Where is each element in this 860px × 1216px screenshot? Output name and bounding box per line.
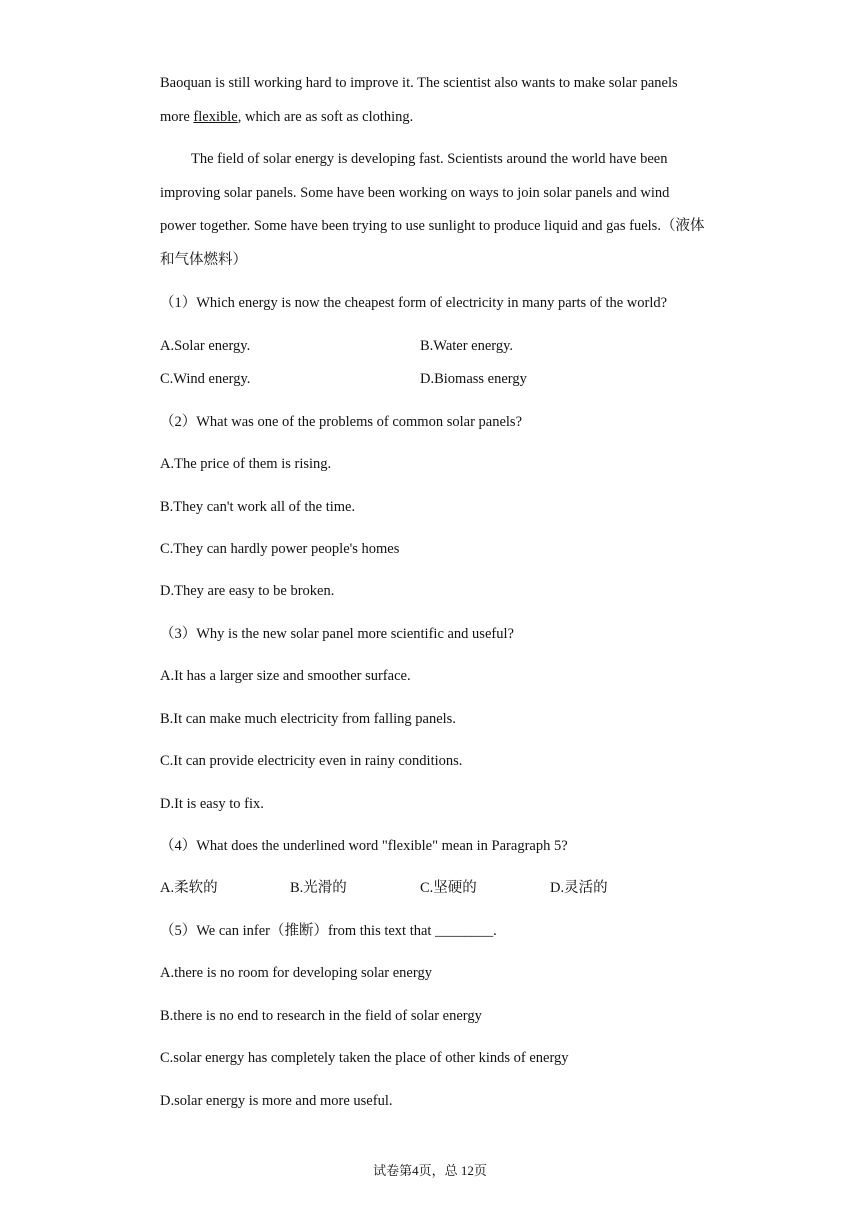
passage-line: power together. Some have been trying to use sunlight to produce liquid and gas fuels.（液体 bbox=[160, 218, 705, 234]
question-1-option-c: C.Wind energy. bbox=[160, 371, 251, 387]
question-2-stem: （2）What was one of the problems of common solar panels? bbox=[160, 414, 523, 430]
question-3-option-b: B.It can make much electricity from falling panels. bbox=[160, 711, 456, 727]
question-4-option-a: A.柔软的 bbox=[160, 880, 218, 896]
question-1-option-d: D.Biomass energy bbox=[420, 371, 527, 387]
question-2-option-d: D.They are easy to be broken. bbox=[160, 583, 335, 599]
question-4-option-b: B.光滑的 bbox=[290, 880, 347, 896]
passage-text: , which are as soft as clothing. bbox=[237, 109, 414, 125]
question-3-option-d: D.It is easy to fix. bbox=[160, 796, 264, 812]
underlined-word: flexible bbox=[193, 109, 238, 125]
question-2-option-b: B.They can't work all of the time. bbox=[160, 499, 356, 515]
question-1-option-b: B.Water energy. bbox=[420, 338, 514, 354]
page-footer: 试卷第4页，总 12页 bbox=[373, 1163, 487, 1178]
question-2-option-c: C.They can hardly power people's homes bbox=[160, 541, 400, 557]
question-5-option-b: B.there is no end to research in the field of solar energy bbox=[160, 1008, 482, 1024]
question-5-option-c: C.solar energy has completely taken the place of other kinds of energy bbox=[160, 1050, 569, 1066]
passage-text: more bbox=[160, 109, 194, 125]
question-4-option-c: C.坚硬的 bbox=[420, 880, 477, 896]
question-3-option-c: C.It can provide electricity even in rainy conditions. bbox=[160, 753, 463, 769]
question-4-option-d: D.灵活的 bbox=[550, 880, 608, 896]
question-2-option-a: A.The price of them is rising. bbox=[160, 456, 332, 472]
question-5-stem: （5）We can infer（推断）from this text that ________. bbox=[160, 923, 497, 939]
passage-line: Baoquan is still working hard to improve it. The scientist also wants to make solar panels bbox=[160, 75, 678, 91]
question-4-stem: （4）What does the underlined word "flexible" mean in Paragraph 5? bbox=[160, 838, 568, 854]
question-3-stem: （3）Why is the new solar panel more scientific and useful? bbox=[160, 626, 514, 642]
passage-line: The field of solar energy is developing fast. Scientists around the world have been bbox=[191, 151, 668, 167]
passage-line: 和气体燃料） bbox=[160, 252, 247, 268]
question-1-stem: （1）Which energy is now the cheapest form of electricity in many parts of the world? bbox=[160, 295, 668, 311]
question-3-option-a: A.It has a larger size and smoother surface. bbox=[160, 668, 411, 684]
question-5-option-d: D.solar energy is more and more useful. bbox=[160, 1093, 393, 1109]
question-1-option-a: A.Solar energy. bbox=[160, 338, 251, 354]
passage-line bbox=[160, 107, 413, 127]
question-5-option-a: A.there is no room for developing solar energy bbox=[160, 965, 432, 981]
passage-line: improving solar panels. Some have been working on ways to join solar panels and wind bbox=[160, 185, 670, 201]
